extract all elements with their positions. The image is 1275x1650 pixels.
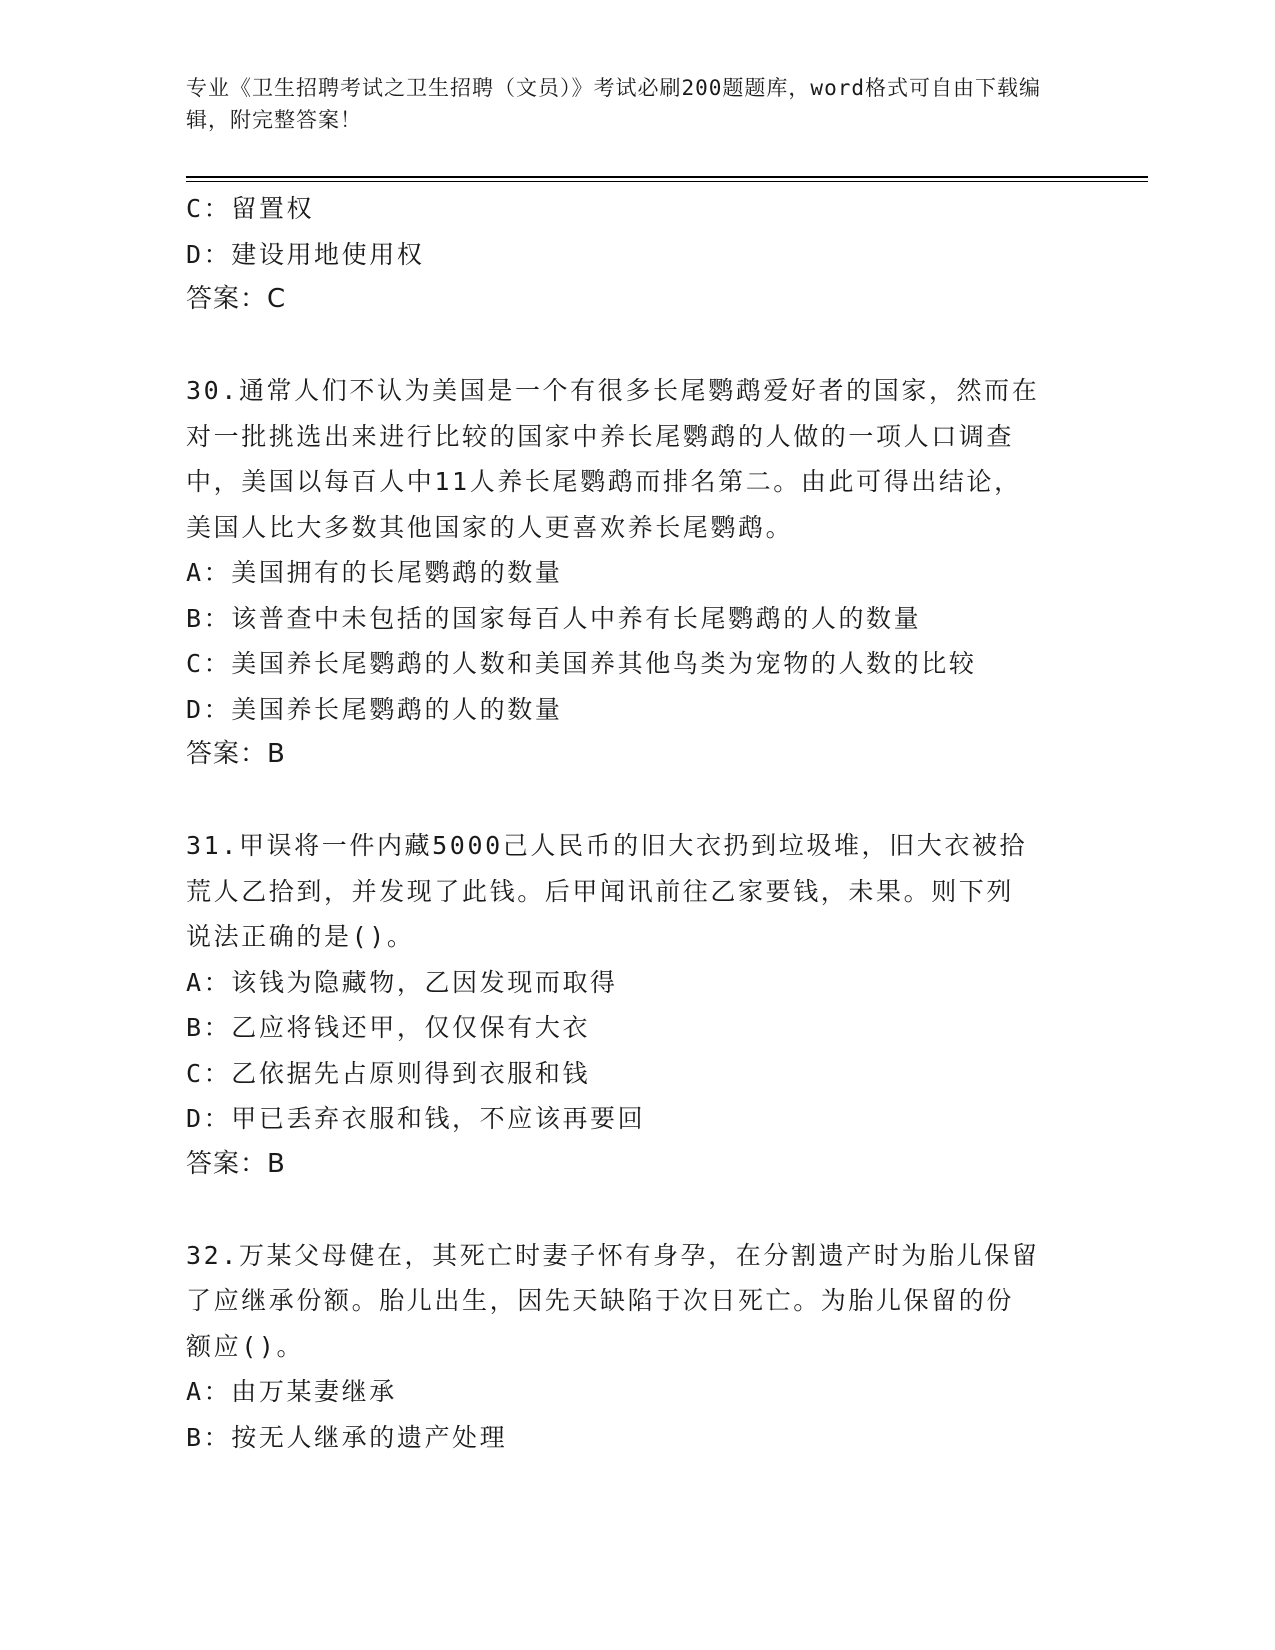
question-stem-line: 美国人比大多数其他国家的人更喜欢养长尾鹦鹉。: [186, 512, 794, 542]
question-stem-line: 对一批挑选出来进行比较的国家中养长尾鹦鹉的人做的一项人口调查: [186, 421, 1015, 451]
question-stem-line: 31.甲误将一件内藏5000己人民币的旧大衣扔到垃圾堆，旧大衣被拾: [186, 831, 1028, 860]
question-stem-line: 30.通常人们不认为美国是一个有很多长尾鹦鹉爱好者的国家，然而在: [186, 376, 1040, 405]
option-c: C：留置权: [186, 194, 315, 223]
option-a: A：该钱为隐藏物，乙因发现而取得: [186, 967, 618, 997]
question-30: [186, 368, 1086, 778]
option-b: B：乙应将钱还甲，仅仅保有大衣: [186, 1013, 591, 1042]
page-header: 专业《卫生招聘考试之卫生招聘（文员）》考试必刷200题题库，word格式可自由下载编辑，附完整答案！: [186, 76, 1041, 132]
answer-line: 答案：C: [186, 284, 287, 314]
option-a: A：美国拥有的长尾鹦鹉的数量: [186, 558, 563, 587]
option-d: D：甲已丢弃衣服和钱，不应该再要回: [186, 1104, 646, 1133]
option-b: B：按无人继承的遗产处理: [186, 1422, 508, 1452]
question-stem-line: 了应继承份额。胎儿出生，因先天缺陷于次日死亡。为胎儿保留的份: [186, 1286, 1015, 1315]
spacer: [186, 1187, 1086, 1233]
question-stem-line: 说法正确的是()。: [186, 922, 415, 951]
question-stem-line: 32.万某父母健在，其死亡时妻子怀有身孕，在分割遗产时为胎儿保留: [186, 1240, 1040, 1270]
question-stem-line: 中，美国以每百人中11人养长尾鹦鹉而排名第二。由此可得出结论，: [186, 467, 1022, 496]
answer-line: 答案：B: [186, 1148, 286, 1179]
question-content: [186, 186, 1086, 1460]
question-32: [186, 1233, 1086, 1461]
question-stem-line: 额应()。: [186, 1331, 305, 1361]
option-a: A：由万某妻继承: [186, 1377, 397, 1406]
spacer: [186, 778, 1086, 824]
question-31: [186, 823, 1086, 1187]
option-c: C：美国养长尾鹦鹉的人数和美国养其他鸟类为宠物的人数的比较: [186, 649, 977, 678]
spacer: [186, 323, 1086, 369]
question-stem-line: 荒人乙拾到，并发现了此钱。后甲闻讯前往乙家要钱，未果。则下列: [186, 876, 1015, 906]
option-c: C：乙依据先占原则得到衣服和钱: [186, 1058, 591, 1088]
option-b: B：该普查中未包括的国家每百人中养有长尾鹦鹉的人的数量: [186, 603, 922, 633]
question-29-tail: [186, 186, 1086, 323]
answer-line: 答案：B: [186, 739, 286, 769]
header-divider: [186, 176, 1148, 182]
option-d: D：建设用地使用权: [186, 239, 425, 269]
option-d: D：美国养长尾鹦鹉的人的数量: [186, 694, 563, 724]
